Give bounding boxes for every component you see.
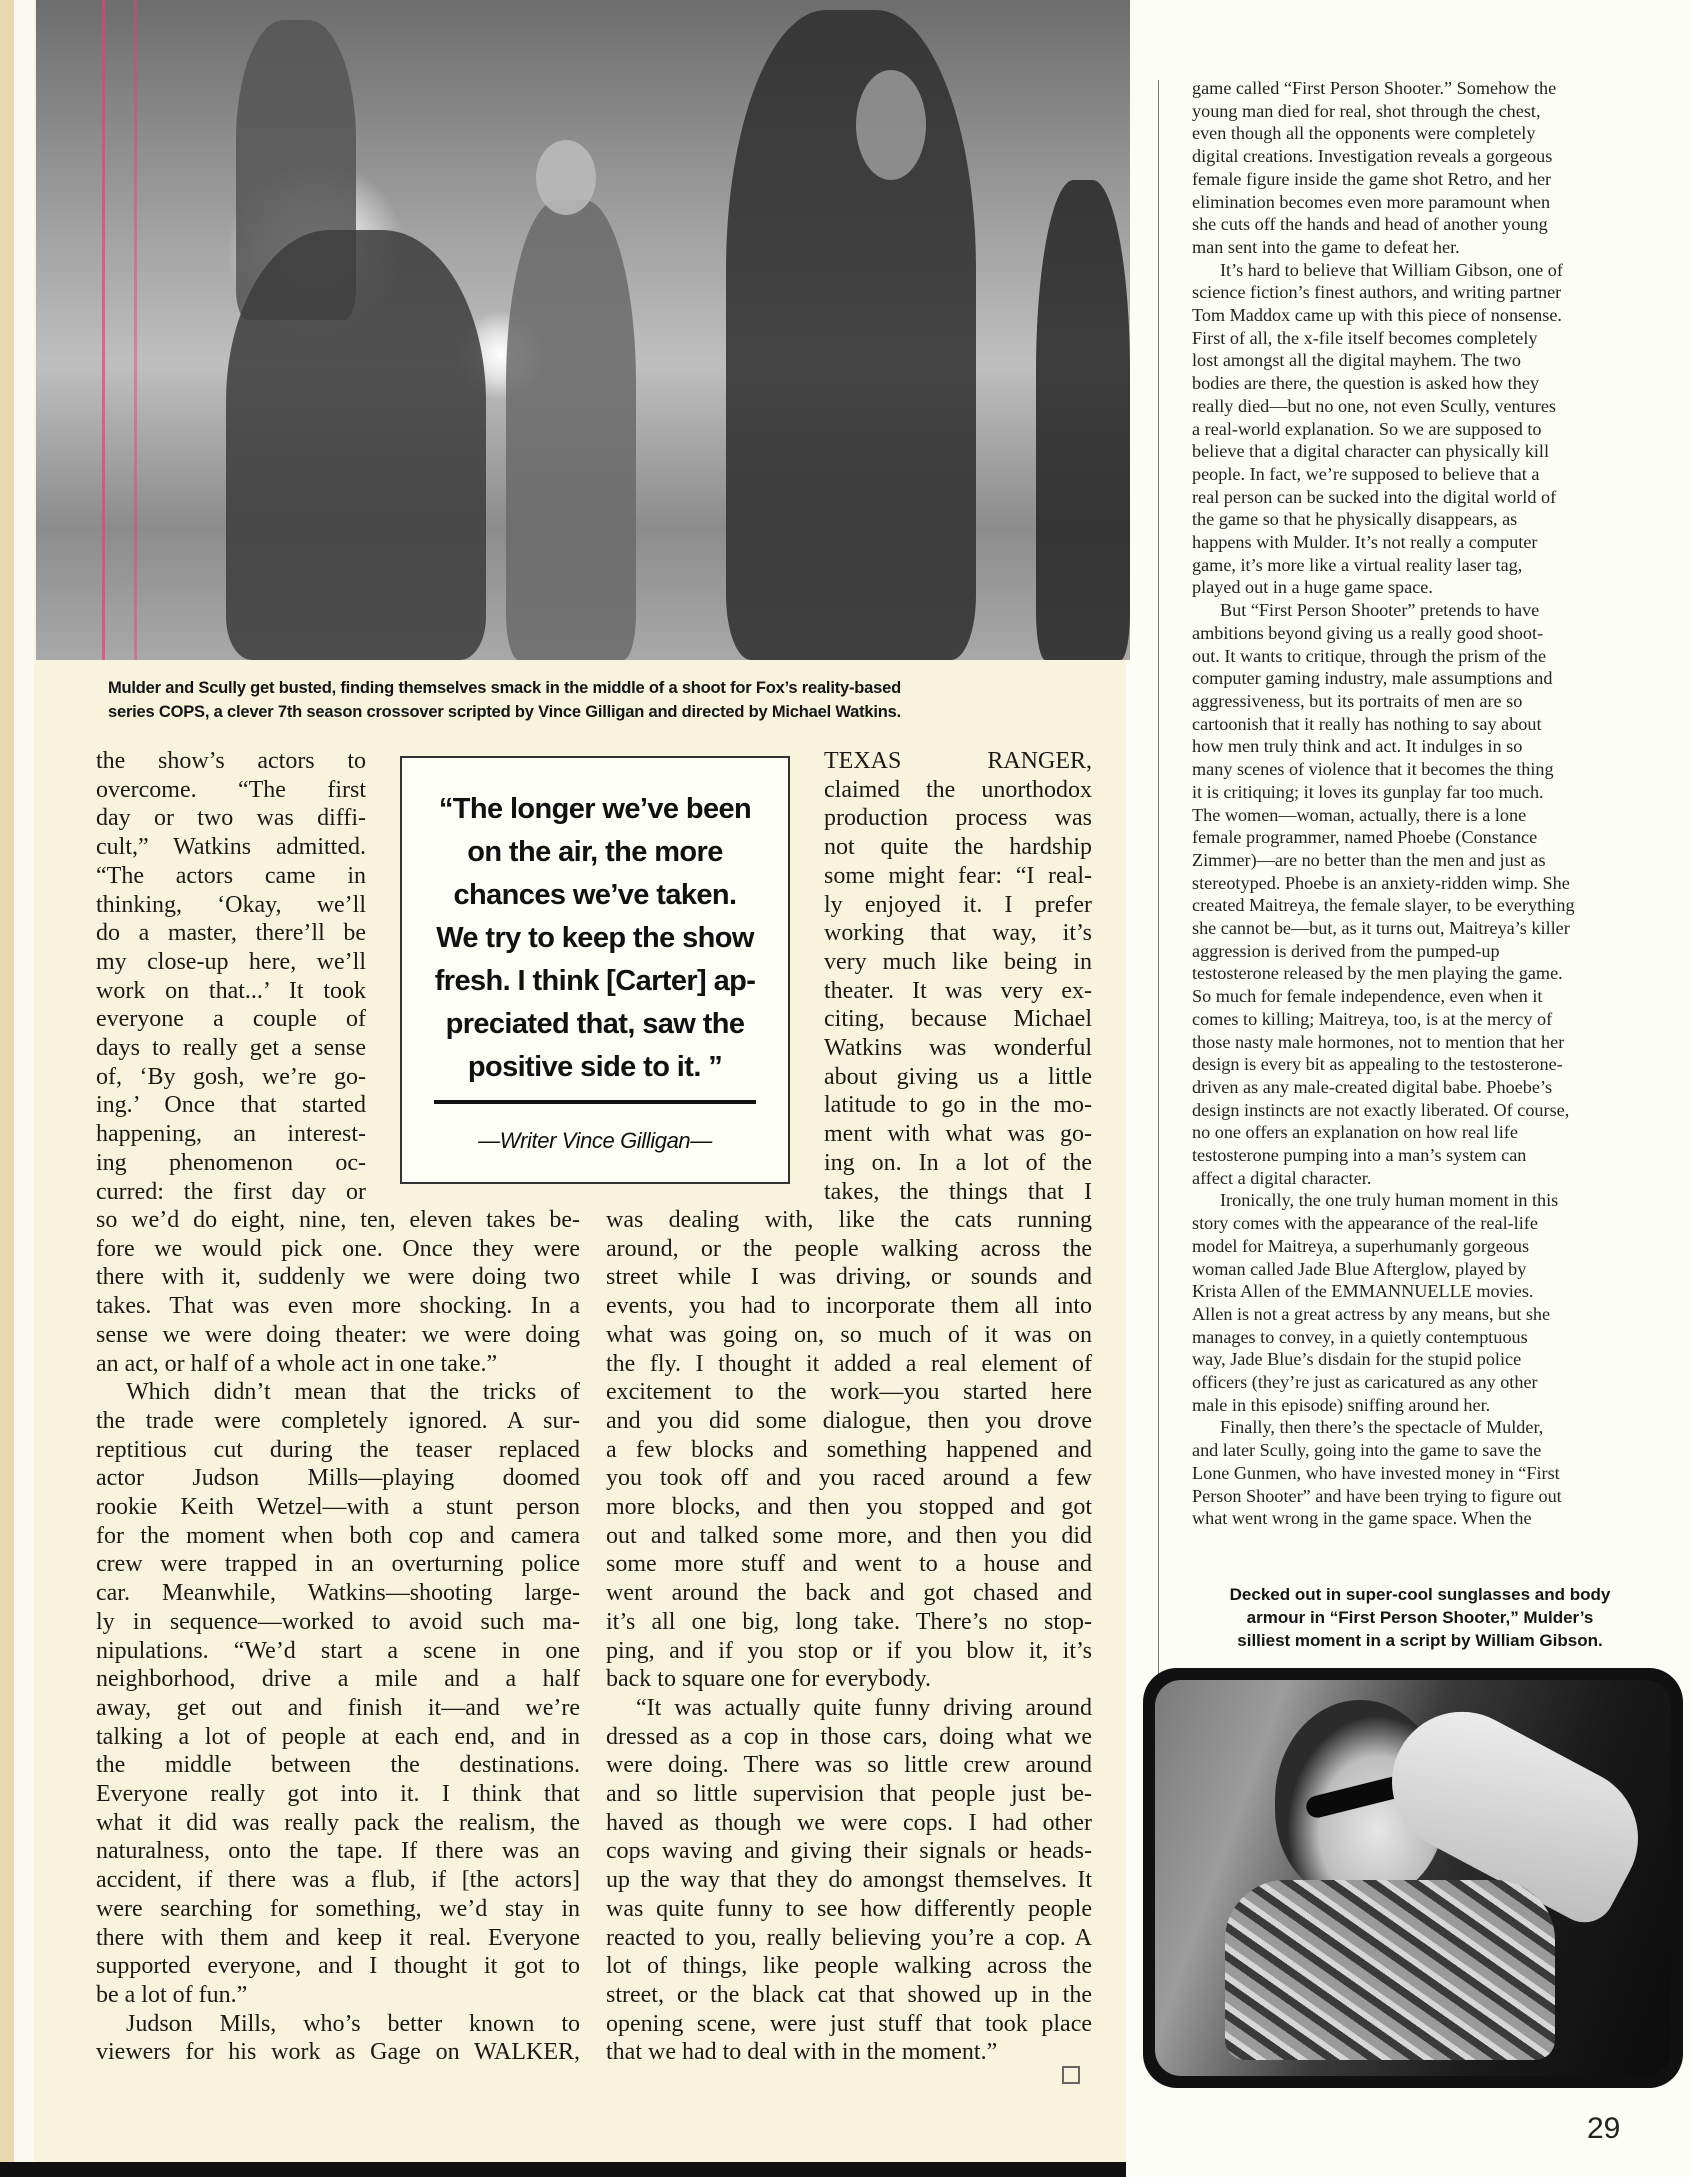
text-line: be a lot of fun.” (96, 1981, 248, 2008)
caption-line: silliest moment in a script by William Gibson. (1237, 1631, 1603, 1650)
side-photo-mulder-armour-tv-frame (1143, 1668, 1683, 2088)
tv-screen-photo (1155, 1680, 1671, 2076)
pull-quote-line: chances we’ve taken. (453, 879, 737, 911)
text-line: aggressiveness, but its portraits of men are so (1192, 690, 1523, 711)
text-line: citing, because Michael (824, 1006, 1092, 1033)
text-line: you took off and you raced around a few (606, 1465, 1092, 1492)
text-line: my close-up here, we’ll (96, 948, 366, 975)
pull-quote-line: fresh. I think [Carter] ap- (434, 965, 756, 997)
text-line: female figure inside the game shot Retro, and her (1192, 168, 1552, 189)
text-line: street while I was driving, or sounds and (606, 1264, 1092, 1291)
text-line: ambitions beyond giving us a really good shoot- (1192, 622, 1544, 643)
page-gutter (0, 0, 14, 2162)
text-line: happening, an interest- (96, 1121, 366, 1148)
pull-quote-line: positive side to it. (467, 1051, 701, 1083)
text-line: officers (they’re just as caricatured as any other (1192, 1372, 1538, 1393)
text-line: Everyone really got into it. I think that (96, 1781, 580, 1808)
text-line: Lone Gunmen, who have invested money in “First (1192, 1462, 1560, 1483)
text-line: opening scene, were just stuff that took place (606, 2010, 1092, 2037)
text-line: the trade were completely ignored. A sur- (96, 1407, 580, 1434)
text-line: First of all, the x-file itself becomes completely (1192, 327, 1538, 348)
pull-quote-divider (434, 1100, 756, 1104)
text-line: she cannot be—but, as it turns out, Maitreya’s killer (1192, 918, 1570, 939)
text-line: design is every bit as appealing to the testosterone- (1192, 1054, 1563, 1075)
pull-quote-line: The longer we’ve been (452, 793, 752, 825)
text-line: out. It wants to critique, through the prism of the (1192, 645, 1547, 666)
text-line: do a master, there’ll be (96, 920, 366, 947)
caption-line: armour in “First Person Shooter,” Mulder’s (1246, 1608, 1594, 1627)
article-column-mid-bottom (606, 1206, 1092, 2067)
text-line: around, or the people walking across the (606, 1235, 1092, 1262)
photo-body-armour (1225, 1880, 1555, 2060)
text-line: that we had to deal with in the moment.” (606, 2039, 998, 2066)
text-line: stereotyped. Phoebe is an anxiety-ridden wimp. She (1192, 872, 1570, 893)
text-line: everyone a couple of (96, 1006, 366, 1033)
text-line: days to really get a sense (96, 1035, 366, 1062)
text-line: what was going on, so much of it was on (606, 1321, 1092, 1348)
text-line: viewers for his work as Gage on WALKER, (96, 2039, 580, 2066)
text-line: male in this episode) sniffing around her. (1192, 1394, 1491, 1415)
text-line: dressed as a cop in those cars, doing what we (606, 1723, 1092, 1750)
text-line: played out in a huge game space. (1192, 577, 1433, 598)
text-line: was dealing with, like the cats running (606, 1207, 1092, 1233)
text-line: thinking, ‘Okay, we’ll (96, 891, 366, 918)
text-line: The women—woman, actually, there is a lone (1192, 804, 1527, 825)
close-quote-mark: ” (708, 1051, 723, 1083)
text-line: female programmer, named Phoebe (Constance (1192, 827, 1538, 848)
text-line: TEXAS RANGER, (824, 748, 1092, 774)
pull-quote-text (402, 788, 788, 1089)
caption-line: series COPS, a clever 7th season crossover scripted by Vince Gilligan and directed by Michael Watkins. (108, 703, 902, 721)
text-line: neighborhood, drive a mile and a half (96, 1666, 580, 1693)
text-line: ing on. In a lot of the (824, 1149, 1092, 1176)
text-line: there with them and keep it real. Everyone (96, 1924, 580, 1951)
text-line: takes, the things that I (824, 1178, 1092, 1205)
text-line: the middle between the destinations. (96, 1752, 580, 1779)
text-line: away, get out and finish it—and we’re (96, 1694, 580, 1721)
text-line: lost amongst all the digital mayhem. The two (1192, 350, 1522, 371)
article-column-left-bottom (96, 1206, 580, 2067)
text-line: manages to convey, in a quietly contemptuous (1192, 1326, 1528, 1347)
text-line: Ironically, the one truly human moment in this (1220, 1190, 1559, 1211)
text-line: model for Maitreya, a superhumanly gorgeous (1192, 1235, 1530, 1256)
text-line: lot of things, like people walking across the (606, 1953, 1092, 1980)
text-line: Allen is not a great actress by any means, but she (1192, 1303, 1551, 1324)
pull-quote-box (400, 756, 790, 1184)
text-line: comes to killing; Maitreya, too, is at the mercy of (1192, 1008, 1553, 1029)
text-line: “It was actually quite funny driving around (636, 1694, 1092, 1721)
text-line: really died—but no one, not even Scully, ventures (1192, 395, 1556, 416)
text-line: were doing. There was so little crew around (606, 1752, 1092, 1779)
text-line: about giving us a little (824, 1063, 1092, 1090)
text-line: the fly. I thought it added a real element of (606, 1350, 1092, 1377)
text-line: It’s hard to believe that William Gibson, one of (1220, 259, 1563, 280)
text-line: ment with what was go- (824, 1121, 1092, 1148)
main-photo-mulder-scully-busted (36, 0, 1130, 660)
column-divider (1158, 80, 1159, 1800)
side-photo-caption (1180, 1583, 1660, 1652)
text-line: Person Shooter” and have been trying to figure out (1192, 1485, 1562, 1506)
text-line: many scenes of violence that it becomes the thing (1192, 759, 1554, 780)
text-line: ly enjoyed it. I prefer (824, 891, 1092, 918)
text-line: sense we were doing theater: we were doing (96, 1321, 580, 1348)
text-line: back to square one for everybody. (606, 1666, 931, 1693)
text-line: actor Judson Mills—playing doomed (96, 1465, 580, 1492)
text-line: game, it’s more like a virtual reality laser tag, (1192, 554, 1523, 575)
text-line: latitude to go in the mo- (824, 1092, 1092, 1119)
text-line: very much like being in (824, 948, 1092, 975)
text-line: went around the back and got chased and (606, 1580, 1092, 1607)
text-line: was quite funny to see how differently people (606, 1895, 1092, 1922)
text-line: science fiction’s finest authors, and writing partner (1192, 282, 1562, 303)
text-line: cartoonish that it really has nothing to say about (1192, 713, 1542, 734)
main-photo-caption (108, 676, 1108, 724)
article-column-left-top (96, 747, 366, 1206)
text-line: elimination becomes even more paramount when (1192, 191, 1551, 212)
open-quote-mark: “ (438, 793, 453, 825)
text-line: ing phenomenon oc- (96, 1149, 366, 1176)
pull-quote-line: preciated that, saw the (445, 1008, 745, 1040)
text-line: overcome. “The first (96, 776, 366, 803)
text-line: ping, and if you stop or if you blow it, it’s (606, 1637, 1092, 1664)
text-line: and so little supervision that people just be- (606, 1781, 1092, 1808)
text-line: digital creations. Investigation reveals a gorgeous (1192, 146, 1553, 167)
text-line: of, ‘By gosh, we’re go- (96, 1063, 366, 1090)
text-line: the game so that he physically disappears, as (1192, 509, 1518, 530)
text-line: claimed the unorthodox (824, 776, 1092, 803)
text-line: the show’s actors to (96, 748, 366, 774)
text-line: real person can be sucked into the digital world of (1192, 486, 1557, 507)
text-line: way, Jade Blue’s disdain for the stupid police (1192, 1349, 1522, 1370)
text-line: reacted to you, really believing you’re a cop. A (606, 1924, 1092, 1951)
text-line: But “First Person Shooter” pretends to have (1220, 600, 1540, 621)
text-line: not quite the hardship (824, 834, 1092, 861)
text-line: curred: the first day or (96, 1178, 366, 1205)
text-line: computer gaming industry, male assumptions and (1192, 668, 1553, 689)
text-line: believe that a digital character can physically kill (1192, 441, 1550, 462)
text-line: Tom Maddox came up with this piece of nonsense. (1192, 305, 1562, 326)
text-line: takes. That was even more shocking. In a (96, 1293, 580, 1320)
end-of-article-square-icon (1062, 2066, 1080, 2084)
pull-quote-line: We try to keep the show (436, 922, 754, 954)
text-line: Krista Allen of the EMMANNUELLE movies. (1192, 1281, 1534, 1302)
text-line: bodies are there, the question is asked how they (1192, 373, 1539, 394)
text-line: and you did some dialogue, then you drove (606, 1407, 1092, 1434)
text-line: there with it, suddenly we were doing two (96, 1264, 580, 1291)
text-line: story comes with the appearance of the real-life (1192, 1213, 1538, 1234)
page-margin (14, 0, 34, 2162)
text-line: a few blocks and something happened and (606, 1436, 1092, 1463)
text-line: man sent into the game to defeat her. (1192, 236, 1460, 257)
text-line: how men truly think and act. It indulges in so (1192, 736, 1523, 757)
text-line: testosterone pumping into a man’s system can (1192, 1145, 1527, 1166)
text-line: some might fear: “I real- (824, 862, 1092, 889)
text-line: supported everyone, and I thought it got to (96, 1953, 580, 1980)
text-line: affect a digital character. (1192, 1167, 1372, 1188)
text-line: happens with Mulder. It’s not really a computer (1192, 532, 1538, 553)
text-line: up the way that they do amongst themselves. It (606, 1867, 1092, 1894)
text-line: talking a lot of people at each end, and in (96, 1723, 580, 1750)
text-line: those nasty male hormones, not to mention that her (1192, 1031, 1565, 1052)
text-line: rookie Keith Wetzel—with a stunt person (96, 1494, 580, 1521)
text-line: Which didn’t mean that the tricks of (126, 1379, 580, 1406)
pull-quote-line: on the air, the more (467, 836, 723, 868)
text-line: she cuts off the hands and head of another young (1192, 214, 1548, 235)
review-column-right (1192, 77, 1652, 1530)
text-line: So much for female independence, even when it (1192, 986, 1543, 1007)
text-line: work on that...’ It took (96, 977, 366, 1004)
text-line: accident, if there was a flub, if [the actors] (96, 1867, 580, 1894)
text-line: no one offers an explanation on how real life (1192, 1122, 1518, 1143)
text-line: ing.’ Once that started (96, 1092, 366, 1119)
article-column-mid-top (824, 747, 1092, 1206)
text-line: testosterone released by the men playing the game. (1192, 963, 1563, 984)
text-line: game called “First Person Shooter.” Somehow the (1192, 78, 1557, 98)
text-line: design instincts are not exactly liberated. Of course, (1192, 1099, 1570, 1120)
text-line: street, or the black cat that showed up in the (606, 1981, 1092, 2008)
scan-edge-blank (1126, 2162, 1692, 2177)
text-line: excitement to the work—you started here (606, 1379, 1092, 1406)
caption-line: Decked out in super-cool sunglasses and body (1229, 1585, 1611, 1604)
text-line: more blocks, and then you stopped and got (606, 1494, 1092, 1521)
text-line: for the moment when both cop and camera (96, 1522, 580, 1549)
text-line: theater. It was very ex- (824, 977, 1092, 1004)
text-line: production process was (824, 805, 1092, 832)
text-line: were searching for something, we’d stay in (96, 1895, 580, 1922)
text-line: cops waving and giving their signals or heads- (606, 1838, 1092, 1865)
text-line: car. Meanwhile, Watkins—shooting large- (96, 1580, 580, 1607)
text-line: events, you had to incorporate them all into (606, 1293, 1092, 1320)
text-line: it is critiquing; it loves its gunplay far too much. (1192, 781, 1544, 802)
page-number: 29 (1587, 2112, 1621, 2145)
text-line: fore we would pick one. Once they were (96, 1235, 580, 1262)
text-line: haved as though we were cops. I had other (606, 1809, 1092, 1836)
text-line: aggression is derived from the pumped-up (1192, 940, 1500, 961)
text-line: cult,” Watkins admitted. (96, 834, 366, 861)
text-line: out and talked some more, and then you did (606, 1522, 1092, 1549)
text-line: day or two was diffi- (96, 805, 366, 832)
text-line: what went wrong in the game space. When the (1192, 1508, 1532, 1529)
text-line: naturalness, onto the tape. If there was an (96, 1838, 580, 1865)
text-line: “The actors came in (96, 862, 366, 889)
text-line: Watkins was wonderful (824, 1035, 1092, 1062)
text-line: it’s all one big, long take. There’s no stop- (606, 1608, 1092, 1635)
text-line: an act, or half of a whole act in one take.” (96, 1350, 498, 1377)
text-line: young man died for real, shot through the chest, (1192, 100, 1541, 121)
pull-quote-attribution: —Writer Vince Gilligan— (478, 1128, 712, 1153)
text-line: working that way, it’s (824, 920, 1092, 947)
text-line: some more stuff and went to a house and (606, 1551, 1092, 1578)
text-line: Zimmer)—are no better than the men and just as (1192, 849, 1546, 870)
text-line: and later Scully, going into the game to save the (1192, 1440, 1542, 1461)
text-line: woman called Jade Blue Afterglow, played by (1192, 1258, 1527, 1279)
text-line: crew were trapped in an overturning police (96, 1551, 580, 1578)
text-line: so we’d do eight, nine, ten, eleven takes be- (96, 1207, 580, 1233)
text-line: what it did was really pack the realism, the (96, 1809, 580, 1836)
text-line: people. In fact, we’re supposed to believe that a (1192, 463, 1540, 484)
text-line: Finally, then there’s the spectacle of Mulder, (1220, 1417, 1544, 1438)
text-line: Judson Mills, who’s better known to (126, 2010, 580, 2037)
text-line: driven as any male-created digital babe. Phoebe’s (1192, 1076, 1553, 1097)
text-line: reptitious cut during the teaser replaced (96, 1436, 580, 1463)
text-line: a real-world explanation. So we are supposed to (1192, 418, 1542, 439)
text-line: nipulations. “We’d start a scene in one (96, 1637, 580, 1664)
text-line: created Maitreya, the female slayer, to be everything (1192, 895, 1575, 916)
text-line: even though all the opponents were completely (1192, 123, 1536, 144)
text-line: ly in sequence—worked to avoid such ma- (96, 1608, 580, 1635)
caption-line: Mulder and Scully get busted, finding themselves smack in the middle of a shoot for Fox’s reality-based (108, 679, 901, 697)
